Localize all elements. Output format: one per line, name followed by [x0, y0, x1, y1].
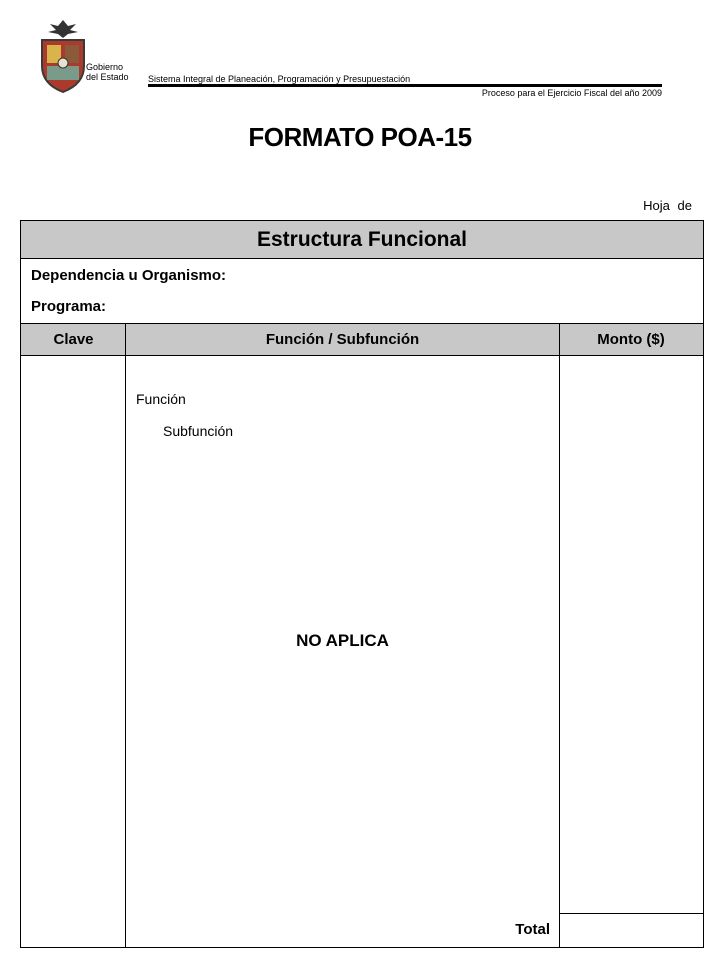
header-divider — [148, 84, 662, 87]
funcion-label: Función — [136, 391, 186, 407]
column-header-funcion: Función / Subfunción — [265, 331, 420, 348]
no-aplica-text: NO APLICA — [296, 631, 389, 650]
sheet-of-label: de — [677, 198, 692, 213]
section-title: Estructura Funcional — [21, 221, 703, 259]
government-label-line2: del Estado — [86, 72, 129, 82]
government-label — [86, 62, 129, 82]
sheet-label: Hoja — [643, 198, 670, 213]
government-label-line1: Gobierno — [86, 62, 124, 72]
subfuncion-label: Subfunción — [163, 423, 234, 439]
table-header-row — [21, 323, 703, 356]
dependencia-label: Dependencia u Organismo: — [31, 267, 227, 284]
page-title: FORMATO POA-15 — [248, 122, 472, 152]
column-header-monto: Monto ($) — [597, 331, 665, 348]
programa-label: Programa: — [31, 298, 107, 315]
column-header-clave: Clave — [53, 331, 94, 348]
structure-form — [20, 220, 704, 948]
sheet-indicator — [639, 198, 692, 213]
fiscal-process-text: Proceso para el Ejercicio Fiscal del año 2009 — [481, 88, 662, 98]
system-title: Sistema Integral de Planeación, Programación y Presupuestación — [148, 74, 411, 84]
total-row-divider — [559, 913, 703, 914]
state-coat-of-arms-logo — [36, 18, 90, 96]
total-label: Total — [515, 921, 550, 938]
column-divider-monto — [559, 323, 560, 947]
